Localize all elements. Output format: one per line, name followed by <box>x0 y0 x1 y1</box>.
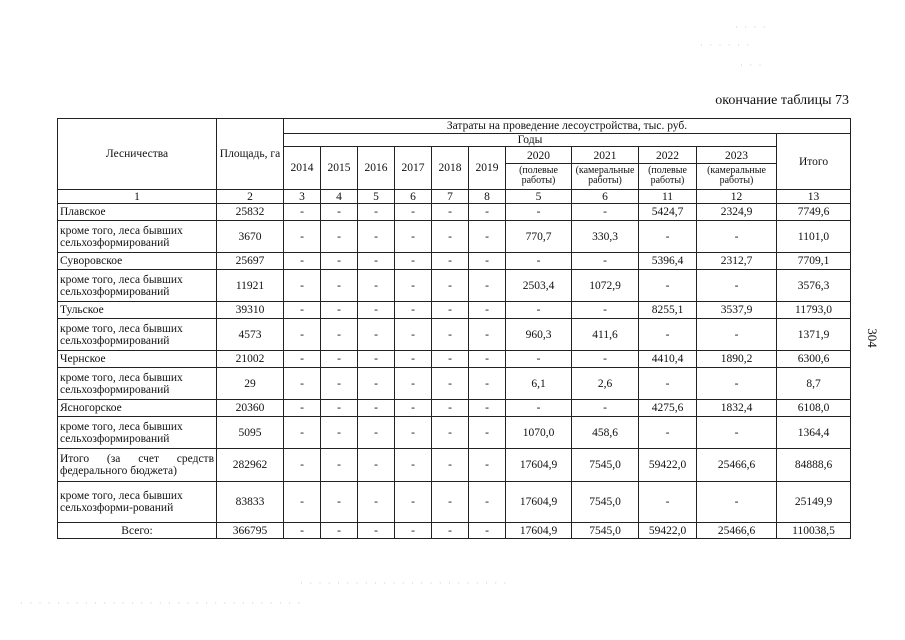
cost-cell: - <box>697 319 777 351</box>
column-number: 3 <box>284 190 321 204</box>
cost-cell: 7545,0 <box>572 449 639 482</box>
cost-cell: 458,6 <box>572 417 639 449</box>
cost-cell: - <box>432 523 469 539</box>
forestry-name: кроме того, леса бывших сельхозформирований <box>58 417 217 449</box>
cost-cell: - <box>358 302 395 319</box>
cost-cell: - <box>321 302 358 319</box>
table-row <box>58 270 851 302</box>
cost-cell: - <box>469 400 506 417</box>
cost-cell: - <box>284 270 321 302</box>
cost-cell: - <box>395 449 432 482</box>
forestry-name: Суворовское <box>58 253 217 270</box>
cost-cell: - <box>469 482 506 523</box>
cost-cell: - <box>432 302 469 319</box>
year-note: (камеральные работы) <box>575 164 635 187</box>
cost-cell: - <box>284 302 321 319</box>
cost-cell: - <box>395 351 432 368</box>
column-number: 1 <box>58 190 217 204</box>
year-header: 2018 <box>432 147 469 190</box>
total-value: 6300,6 <box>777 351 851 368</box>
cost-cell: - <box>321 221 358 253</box>
cost-cell: - <box>432 482 469 523</box>
cost-cell: - <box>321 400 358 417</box>
scan-noise: · · · <box>740 60 764 70</box>
cost-cell: - <box>321 253 358 270</box>
year-header-sub <box>506 147 572 190</box>
year-label: 2022 <box>639 150 696 164</box>
table-row <box>58 351 851 368</box>
forestry-name: Плавское <box>58 204 217 221</box>
cost-cell: - <box>395 417 432 449</box>
cost-cell: - <box>395 368 432 400</box>
cost-cell: 7545,0 <box>572 482 639 523</box>
table-row <box>58 417 851 449</box>
cost-cell: - <box>506 351 572 368</box>
cost-cell: - <box>321 449 358 482</box>
cost-cell: 5396,4 <box>639 253 697 270</box>
cost-cell: - <box>432 417 469 449</box>
cost-cell: 4275,6 <box>639 400 697 417</box>
cost-cell: - <box>358 400 395 417</box>
year-header: 2019 <box>469 147 506 190</box>
column-number: 6 <box>395 190 432 204</box>
cost-cell: - <box>639 368 697 400</box>
cost-cell: 770,7 <box>506 221 572 253</box>
table-row <box>58 221 851 253</box>
cost-cell: - <box>469 253 506 270</box>
column-number: 11 <box>639 190 697 204</box>
total-value: 25149,9 <box>777 482 851 523</box>
cost-cell: - <box>284 221 321 253</box>
cost-cell: 17604,9 <box>506 449 572 482</box>
cost-cell: - <box>432 253 469 270</box>
cost-cell: - <box>469 204 506 221</box>
area-value: 4573 <box>217 319 284 351</box>
cost-cell: - <box>395 221 432 253</box>
area-value: 5095 <box>217 417 284 449</box>
total-value: 110038,5 <box>777 523 851 539</box>
total-value: 8,7 <box>777 368 851 400</box>
total-value: 11793,0 <box>777 302 851 319</box>
cost-cell: - <box>358 319 395 351</box>
year-header: 2015 <box>321 147 358 190</box>
column-number: 6 <box>572 190 639 204</box>
cost-cell: - <box>358 221 395 253</box>
forestry-cost-table <box>57 118 851 539</box>
page-number: 304 <box>864 328 880 348</box>
cost-cell: - <box>572 400 639 417</box>
cost-cell: 59422,0 <box>639 523 697 539</box>
cost-cell: - <box>358 368 395 400</box>
total-value: 1101,0 <box>777 221 851 253</box>
cost-cell: - <box>432 221 469 253</box>
year-header: 2016 <box>358 147 395 190</box>
forestry-name: Ясногорское <box>58 400 217 417</box>
area-value: 20360 <box>217 400 284 417</box>
cost-cell: - <box>395 270 432 302</box>
cost-cell: 25466,6 <box>697 523 777 539</box>
cost-cell: - <box>358 204 395 221</box>
forestry-name: Итого (за счет средств федерального бюджета) <box>58 449 217 482</box>
cost-cell: - <box>395 523 432 539</box>
cost-cell: 2,6 <box>572 368 639 400</box>
total-value: 7709,1 <box>777 253 851 270</box>
area-value: 3670 <box>217 221 284 253</box>
cost-cell: - <box>284 523 321 539</box>
year-label: 2021 <box>572 150 638 164</box>
cost-cell: - <box>432 351 469 368</box>
cost-cell: - <box>358 270 395 302</box>
table-row <box>58 482 851 523</box>
table-row <box>58 204 851 221</box>
cost-cell: - <box>506 204 572 221</box>
total-value: 1364,4 <box>777 417 851 449</box>
year-header: 2014 <box>284 147 321 190</box>
forestry-name: кроме того, леса бывших сельхозформирований <box>58 221 217 253</box>
year-label: 2020 <box>506 150 571 164</box>
area-value: 25697 <box>217 253 284 270</box>
cost-cell: - <box>395 400 432 417</box>
cost-cell: - <box>358 523 395 539</box>
table-row <box>58 449 851 482</box>
header-area: Площадь, га <box>217 119 284 190</box>
cost-cell: - <box>469 368 506 400</box>
cost-cell: - <box>432 368 469 400</box>
forestry-name: кроме того, леса бывших сельхозформирований <box>58 270 217 302</box>
cost-cell: - <box>358 482 395 523</box>
table-row <box>58 253 851 270</box>
scan-noise: · · · · · · · · · · · · · · · · · · · · · · · · · · · · · · · <box>20 598 303 608</box>
header-costs: Затраты на проведение лесоустройства, тыс. руб. <box>284 119 851 134</box>
table-caption: окончание таблицы 73 <box>715 93 849 108</box>
cost-cell: - <box>321 351 358 368</box>
cost-cell: - <box>572 253 639 270</box>
total-value: 3576,3 <box>777 270 851 302</box>
cost-cell: 1070,0 <box>506 417 572 449</box>
forestry-name: кроме того, леса бывших сельхозформи-рований <box>58 482 217 523</box>
cost-cell: 1072,9 <box>572 270 639 302</box>
cost-cell: 17604,9 <box>506 482 572 523</box>
cost-cell: - <box>321 319 358 351</box>
cost-cell: - <box>395 482 432 523</box>
table-row <box>58 523 851 539</box>
cost-cell: - <box>506 400 572 417</box>
scan-noise: · · · · · · · · · · · · · · · · · · · · · · · <box>300 578 509 588</box>
column-number: 4 <box>321 190 358 204</box>
year-header-sub <box>572 147 639 190</box>
cost-cell: 6,1 <box>506 368 572 400</box>
column-number: 5 <box>506 190 572 204</box>
cost-cell: 960,3 <box>506 319 572 351</box>
column-number: 8 <box>469 190 506 204</box>
cost-cell: - <box>469 302 506 319</box>
year-label: 2023 <box>697 150 776 164</box>
area-value: 25832 <box>217 204 284 221</box>
area-value: 282962 <box>217 449 284 482</box>
cost-cell: 1890,2 <box>697 351 777 368</box>
table-row <box>58 319 851 351</box>
cost-cell: - <box>358 417 395 449</box>
cost-cell: - <box>284 351 321 368</box>
cost-cell: 2324,9 <box>697 204 777 221</box>
cost-cell: - <box>284 400 321 417</box>
cost-cell: - <box>321 523 358 539</box>
cost-cell: 4410,4 <box>639 351 697 368</box>
year-note: (полевые работы) <box>648 164 687 187</box>
cost-cell: - <box>506 302 572 319</box>
forestry-name: Чернское <box>58 351 217 368</box>
cost-cell: - <box>321 482 358 523</box>
cost-cell: - <box>284 449 321 482</box>
cost-cell: - <box>469 319 506 351</box>
cost-cell: - <box>639 482 697 523</box>
cost-cell: - <box>395 204 432 221</box>
area-value: 11921 <box>217 270 284 302</box>
cost-cell: - <box>639 270 697 302</box>
cost-cell: 59422,0 <box>639 449 697 482</box>
cost-cell: - <box>395 319 432 351</box>
total-value: 1371,9 <box>777 319 851 351</box>
cost-cell: 3537,9 <box>697 302 777 319</box>
cost-cell: - <box>321 204 358 221</box>
cost-cell: 2312,7 <box>697 253 777 270</box>
cost-cell: - <box>284 204 321 221</box>
cost-cell: - <box>697 482 777 523</box>
cost-cell: - <box>284 368 321 400</box>
scan-noise: · · · · <box>735 22 768 32</box>
cost-cell: - <box>358 253 395 270</box>
column-number: 5 <box>358 190 395 204</box>
area-value: 21002 <box>217 351 284 368</box>
cost-cell: - <box>395 253 432 270</box>
year-header-sub <box>697 147 777 190</box>
cost-cell: - <box>321 417 358 449</box>
cost-cell: - <box>432 449 469 482</box>
scan-noise: · · · · · · <box>700 40 752 50</box>
cost-cell: 411,6 <box>572 319 639 351</box>
cost-cell: - <box>469 417 506 449</box>
area-value: 366795 <box>217 523 284 539</box>
year-header: 2017 <box>395 147 432 190</box>
cost-cell: - <box>469 270 506 302</box>
area-value: 29 <box>217 368 284 400</box>
cost-cell: - <box>697 270 777 302</box>
cost-cell: - <box>639 319 697 351</box>
cost-cell: 2503,4 <box>506 270 572 302</box>
forestry-name: кроме того, леса бывших сельхозформирований <box>58 319 217 351</box>
cost-cell: - <box>572 302 639 319</box>
cost-cell: - <box>284 417 321 449</box>
area-value: 39310 <box>217 302 284 319</box>
cost-cell: - <box>469 221 506 253</box>
cost-cell: 5424,7 <box>639 204 697 221</box>
cost-cell: - <box>469 351 506 368</box>
cost-cell: - <box>432 204 469 221</box>
cost-cell: 330,3 <box>572 221 639 253</box>
year-note: (полевые работы) <box>519 164 558 187</box>
column-number: 2 <box>217 190 284 204</box>
header-years: Годы <box>284 134 777 147</box>
cost-cell: - <box>358 351 395 368</box>
total-value: 7749,6 <box>777 204 851 221</box>
cost-cell: - <box>284 482 321 523</box>
cost-cell: - <box>358 449 395 482</box>
table-row <box>58 302 851 319</box>
cost-cell: 1832,4 <box>697 400 777 417</box>
cost-cell: - <box>395 302 432 319</box>
cost-cell: - <box>284 319 321 351</box>
table-row <box>58 400 851 417</box>
cost-cell: - <box>506 253 572 270</box>
cost-cell: 25466,6 <box>697 449 777 482</box>
forestry-name: Тульское <box>58 302 217 319</box>
header-forestry: Лесничества <box>58 119 217 190</box>
cost-cell: - <box>321 270 358 302</box>
total-value: 6108,0 <box>777 400 851 417</box>
column-number: 13 <box>777 190 851 204</box>
column-number: 7 <box>432 190 469 204</box>
total-value: 84888,6 <box>777 449 851 482</box>
cost-cell: - <box>432 270 469 302</box>
cost-cell: - <box>432 319 469 351</box>
cost-cell: - <box>639 221 697 253</box>
cost-cell: - <box>572 351 639 368</box>
cost-cell: - <box>697 368 777 400</box>
forestry-name: кроме того, леса бывших сельхозформирований <box>58 368 217 400</box>
cost-cell: - <box>697 417 777 449</box>
cost-cell: - <box>321 368 358 400</box>
cost-cell: 17604,9 <box>506 523 572 539</box>
cost-cell: - <box>469 523 506 539</box>
cost-cell: 7545,0 <box>572 523 639 539</box>
forestry-name: Всего: <box>58 523 217 539</box>
cost-cell: - <box>572 204 639 221</box>
cost-cell: 8255,1 <box>639 302 697 319</box>
cost-cell: - <box>469 449 506 482</box>
year-note: (камеральные работы) <box>707 164 766 187</box>
cost-cell: - <box>639 417 697 449</box>
cost-cell: - <box>697 221 777 253</box>
year-header-sub <box>639 147 697 190</box>
header-total: Итого <box>777 134 851 190</box>
column-number: 12 <box>697 190 777 204</box>
area-value: 83833 <box>217 482 284 523</box>
table-row <box>58 368 851 400</box>
cost-cell: - <box>284 253 321 270</box>
cost-cell: - <box>432 400 469 417</box>
